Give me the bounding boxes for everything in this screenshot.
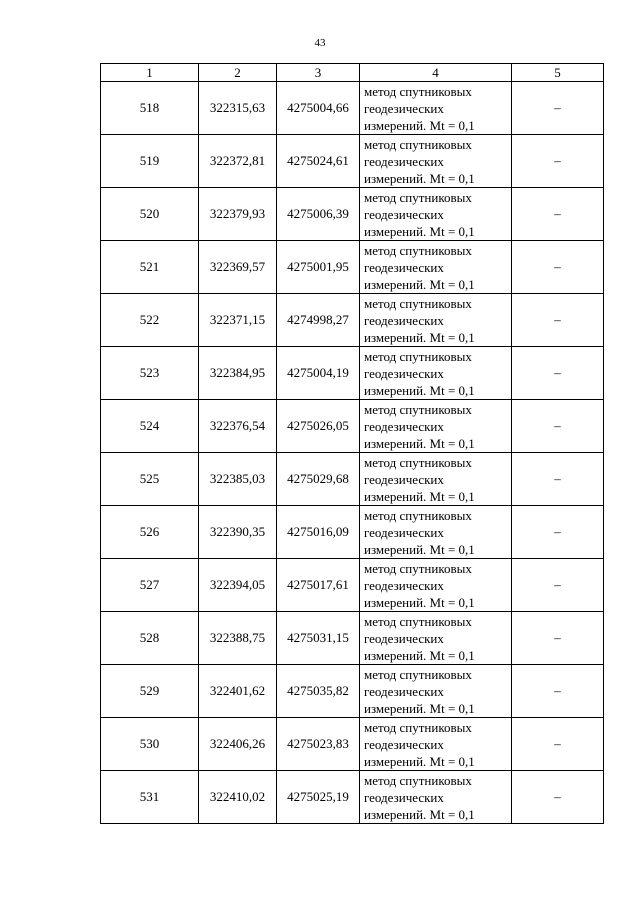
y-coordinate-cell: 4275031,15 (277, 612, 360, 665)
note-cell: – (512, 665, 604, 718)
method-line: геодезических (364, 789, 444, 805)
method-line: измерений. Mt = 0,1 (364, 170, 475, 186)
method-line: измерений. Mt = 0,1 (364, 223, 475, 239)
method-line: геодезических (364, 683, 444, 699)
x-coordinate-cell: 322376,54 (199, 400, 277, 453)
note-cell: – (512, 188, 604, 241)
table-row (101, 612, 604, 665)
y-coordinate-cell: 4274998,27 (277, 294, 360, 347)
method-line: геодезических (364, 312, 444, 328)
table-row (101, 718, 604, 771)
point-number-cell: 520 (101, 188, 199, 241)
table-row (101, 453, 604, 506)
y-coordinate-cell: 4275024,61 (277, 135, 360, 188)
method-line: измерений. Mt = 0,1 (364, 488, 475, 504)
point-number-cell: 530 (101, 718, 199, 771)
y-coordinate-cell: 4275016,09 (277, 506, 360, 559)
table-row (101, 665, 604, 718)
method-line: геодезических (364, 365, 444, 381)
point-number-cell: 523 (101, 347, 199, 400)
column-header-3: 3 (277, 64, 360, 82)
point-number-cell: 531 (101, 771, 199, 824)
method-line: геодезических (364, 630, 444, 646)
method-line: метод спутниковых (364, 772, 472, 788)
table-row (101, 771, 604, 824)
y-coordinate-cell: 4275004,66 (277, 82, 360, 135)
table-row (101, 347, 604, 400)
method-line: измерений. Mt = 0,1 (364, 647, 475, 663)
point-number-cell: 525 (101, 453, 199, 506)
point-number-cell: 522 (101, 294, 199, 347)
note-cell: – (512, 612, 604, 665)
method-cell (360, 400, 512, 453)
table-row (101, 400, 604, 453)
x-coordinate-cell: 322410,02 (199, 771, 277, 824)
note-cell: – (512, 241, 604, 294)
method-line: измерений. Mt = 0,1 (364, 382, 475, 398)
method-cell (360, 771, 512, 824)
note-cell: – (512, 400, 604, 453)
method-line: геодезических (364, 153, 444, 169)
table-row (101, 294, 604, 347)
x-coordinate-cell: 322406,26 (199, 718, 277, 771)
x-coordinate-cell: 322388,75 (199, 612, 277, 665)
method-line: измерений. Mt = 0,1 (364, 329, 475, 345)
x-coordinate-cell: 322369,57 (199, 241, 277, 294)
x-coordinate-cell: 322384,95 (199, 347, 277, 400)
table-row (101, 506, 604, 559)
point-number-cell: 524 (101, 400, 199, 453)
method-line: метод спутниковых (364, 401, 472, 417)
coordinates-table (100, 63, 604, 824)
method-line: метод спутниковых (364, 719, 472, 735)
table-row (101, 82, 604, 135)
method-line: измерений. Mt = 0,1 (364, 541, 475, 557)
note-cell: – (512, 135, 604, 188)
point-number-cell: 518 (101, 82, 199, 135)
note-cell: – (512, 294, 604, 347)
x-coordinate-cell: 322315,63 (199, 82, 277, 135)
method-line: геодезических (364, 100, 444, 116)
table-header-row (101, 64, 604, 82)
column-header-4: 4 (360, 64, 512, 82)
point-number-cell: 529 (101, 665, 199, 718)
column-header-1: 1 (101, 64, 199, 82)
method-line: метод спутниковых (364, 507, 472, 523)
method-line: метод спутниковых (364, 242, 472, 258)
point-number-cell: 528 (101, 612, 199, 665)
method-line: измерений. Mt = 0,1 (364, 435, 475, 451)
y-coordinate-cell: 4275001,95 (277, 241, 360, 294)
method-cell (360, 241, 512, 294)
table-body (101, 82, 604, 824)
table-row (101, 188, 604, 241)
method-line: метод спутниковых (364, 189, 472, 205)
point-number-cell: 521 (101, 241, 199, 294)
method-line: метод спутниковых (364, 560, 472, 576)
method-cell (360, 718, 512, 771)
method-line: метод спутниковых (364, 295, 472, 311)
method-line: измерений. Mt = 0,1 (364, 806, 475, 822)
note-cell: – (512, 82, 604, 135)
method-cell (360, 665, 512, 718)
y-coordinate-cell: 4275004,19 (277, 347, 360, 400)
method-line: метод спутниковых (364, 348, 472, 364)
method-cell (360, 294, 512, 347)
note-cell: – (512, 506, 604, 559)
method-line: метод спутниковых (364, 666, 472, 682)
method-cell (360, 612, 512, 665)
x-coordinate-cell: 322401,62 (199, 665, 277, 718)
x-coordinate-cell: 322379,93 (199, 188, 277, 241)
method-line: метод спутниковых (364, 83, 472, 99)
method-line: геодезических (364, 736, 444, 752)
method-line: измерений. Mt = 0,1 (364, 700, 475, 716)
method-cell (360, 347, 512, 400)
y-coordinate-cell: 4275035,82 (277, 665, 360, 718)
method-line: измерений. Mt = 0,1 (364, 117, 475, 133)
x-coordinate-cell: 322385,03 (199, 453, 277, 506)
y-coordinate-cell: 4275026,05 (277, 400, 360, 453)
x-coordinate-cell: 322394,05 (199, 559, 277, 612)
method-line: метод спутниковых (364, 136, 472, 152)
point-number-cell: 526 (101, 506, 199, 559)
page-number: 43 (314, 37, 326, 49)
x-coordinate-cell: 322390,35 (199, 506, 277, 559)
column-header-5: 5 (512, 64, 604, 82)
note-cell: – (512, 718, 604, 771)
method-line: измерений. Mt = 0,1 (364, 594, 475, 610)
x-coordinate-cell: 322372,81 (199, 135, 277, 188)
y-coordinate-cell: 4275023,83 (277, 718, 360, 771)
method-line: геодезических (364, 524, 444, 540)
y-coordinate-cell: 4275025,19 (277, 771, 360, 824)
method-line: геодезических (364, 577, 444, 593)
note-cell: – (512, 453, 604, 506)
table-row (101, 241, 604, 294)
method-line: геодезических (364, 471, 444, 487)
method-cell (360, 135, 512, 188)
method-line: метод спутниковых (364, 613, 472, 629)
method-line: измерений. Mt = 0,1 (364, 753, 475, 769)
note-cell: – (512, 347, 604, 400)
method-cell (360, 453, 512, 506)
method-line: геодезических (364, 206, 444, 222)
method-cell (360, 188, 512, 241)
method-line: измерений. Mt = 0,1 (364, 276, 475, 292)
note-cell: – (512, 559, 604, 612)
method-line: метод спутниковых (364, 454, 472, 470)
y-coordinate-cell: 4275006,39 (277, 188, 360, 241)
method-cell (360, 506, 512, 559)
method-line: геодезических (364, 259, 444, 275)
table-row (101, 135, 604, 188)
x-coordinate-cell: 322371,15 (199, 294, 277, 347)
method-cell (360, 559, 512, 612)
method-cell (360, 82, 512, 135)
y-coordinate-cell: 4275017,61 (277, 559, 360, 612)
point-number-cell: 527 (101, 559, 199, 612)
method-line: геодезических (364, 418, 444, 434)
y-coordinate-cell: 4275029,68 (277, 453, 360, 506)
note-cell: – (512, 771, 604, 824)
point-number-cell: 519 (101, 135, 199, 188)
table-row (101, 559, 604, 612)
column-header-2: 2 (199, 64, 277, 82)
